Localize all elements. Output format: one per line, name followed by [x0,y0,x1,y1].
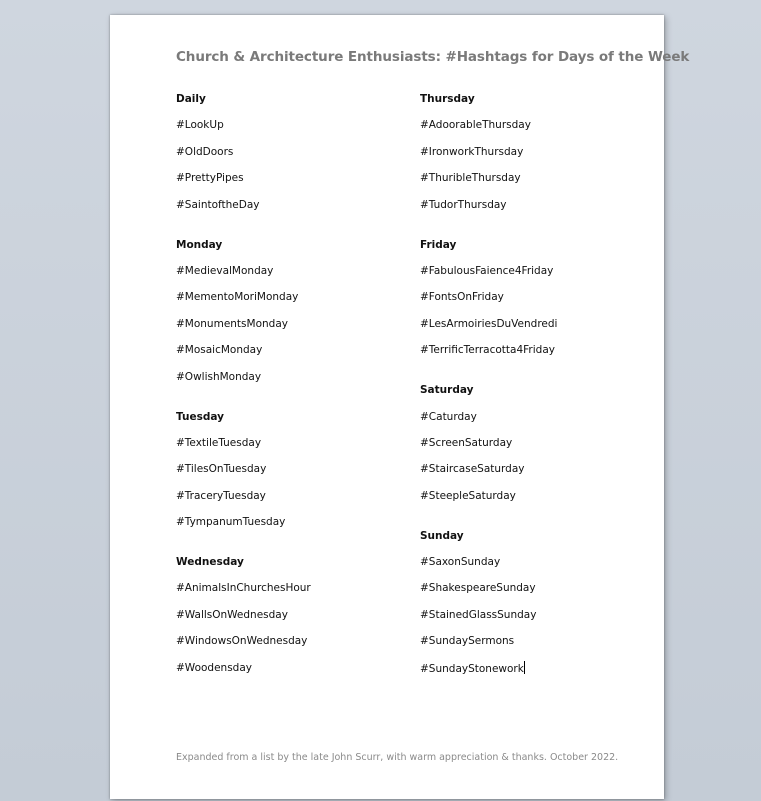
hashtag: #OldDoors [176,145,234,158]
hashtag: #LookUp [176,119,224,132]
hashtag: #WindowsOnWednesday [176,635,308,648]
document-page[interactable] [110,15,690,799]
hashtag: #SundaySermons [420,635,515,648]
hashtag: #WallsOnWednesday [176,608,288,621]
hashtag: #FabulousFaience4Friday [420,264,554,277]
section-monday [176,238,416,384]
section-friday [420,238,660,358]
hashtag: #SundayStonework [420,662,524,675]
hashtag: #Caturday [420,410,477,423]
hashtag: #SteepleSaturday [420,489,516,502]
hashtag: #LesArmoiriesDuVendredi [420,317,558,330]
hashtag: #SaxonSunday [420,556,501,569]
hashtag: #StaircaseSaturday [420,463,525,476]
section-heading: Saturday [420,384,474,397]
section-heading: Monday [176,238,223,251]
hashtag: #OwlishMonday [176,370,262,383]
hashtag: #Woodensday [176,661,252,674]
left-column [176,92,416,701]
hashtag: #MosaicMonday [176,344,263,357]
section-heading: Sunday [420,529,464,542]
section-heading: Friday [420,238,457,251]
hashtag: #TilesOnTuesday [176,463,267,476]
text-cursor [524,661,525,674]
section-tuesday [176,410,416,530]
section-saturday [420,383,660,503]
hashtag: #MonumentsMonday [176,317,288,330]
hashtag: #ShakespeareSunday [420,582,536,595]
document-footer: Expanded from a list by the late John Scurr, with warm appreciation & thanks. October 2022. [176,752,619,763]
hashtag: #AdoorableThursday [420,119,531,132]
hashtag: #AnimalsInChurchesHour [176,582,311,595]
hashtag: #MementoMoriMonday [176,291,299,304]
hashtag: #IronworkThursday [420,145,524,158]
section-sunday [420,529,660,675]
section-daily [176,92,416,212]
right-column [420,92,660,701]
hashtag: #ThuribleThursday [420,172,521,185]
hashtag: #MedievalMonday [176,264,274,277]
section-heading: Thursday [420,93,475,105]
hashtag: #ScreenSaturday [420,436,513,449]
hashtag: #TudorThursday [420,198,507,211]
document-title: Church & Architecture Enthusiasts: #Hashtags for Days of the Week [176,49,690,65]
section-heading: Tuesday [176,410,224,423]
hashtag: #StainedGlassSunday [420,608,537,621]
hashtag: #TraceryTuesday [176,489,266,502]
section-heading: Wednesday [176,556,244,569]
section-heading: Daily [176,93,206,105]
section-wednesday [176,555,416,675]
section-thursday [420,92,660,212]
hashtag: #TympanumTuesday [176,516,286,529]
hashtag: #TerrificTerracotta4Friday [420,344,555,357]
hashtag-with-cursor[interactable] [420,661,660,675]
hashtag: #FontsOnFriday [420,291,504,304]
hashtag: #TextileTuesday [176,436,262,449]
hashtag: #PrettyPipes [176,172,244,185]
hashtag: #SaintoftheDay [176,198,260,211]
